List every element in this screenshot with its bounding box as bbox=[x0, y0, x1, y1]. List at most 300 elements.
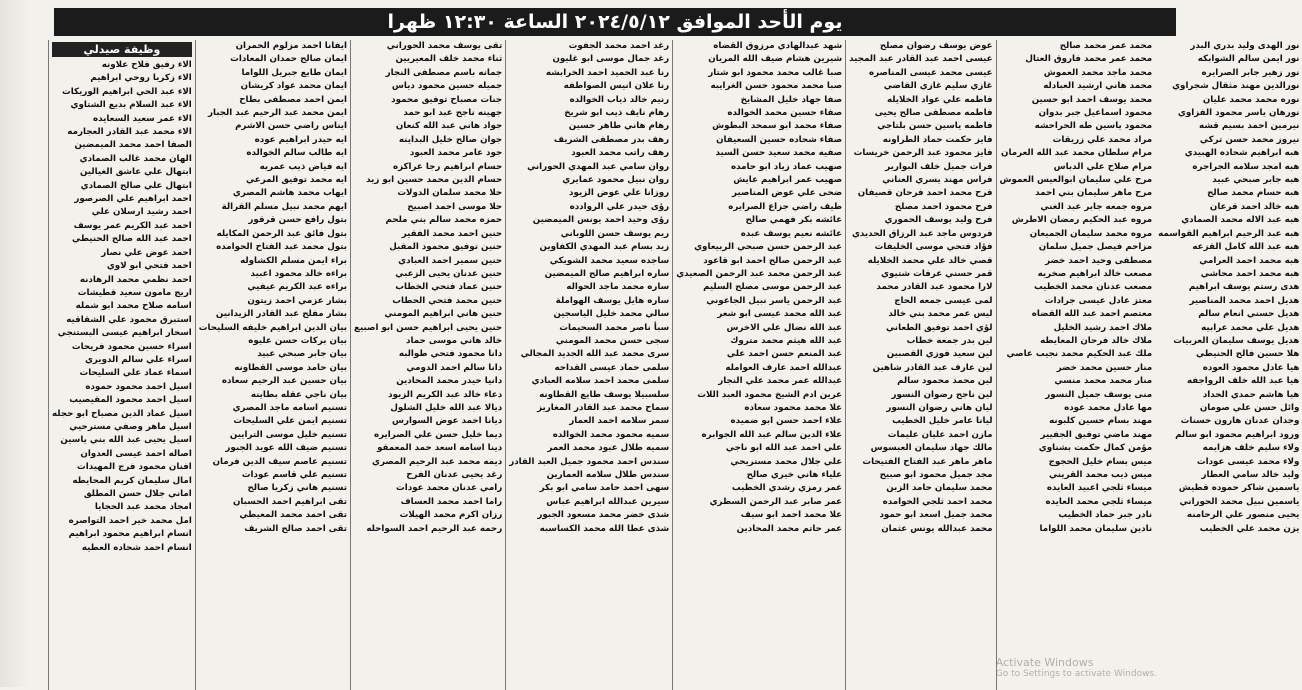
list-item: هبه عبد الاله محمد الصمادي bbox=[1181, 215, 1300, 226]
list-item: ساره هايل يوسف الهواملة bbox=[555, 295, 670, 306]
list-item: لمى عيسى جمعه الحاج bbox=[894, 295, 993, 306]
list-item: تسنيم هاني زكريا صالح bbox=[247, 483, 348, 494]
list-item: ايمن محمد عبد الرحيم عبد الجبار bbox=[207, 108, 348, 119]
list-item: هيا عبد الله خلف الرواجفه bbox=[1186, 376, 1300, 387]
list-item: ساره محمد ماجد الحواله bbox=[566, 282, 670, 293]
list-item: ورود ابراهيم محمود ابو سالم bbox=[1175, 429, 1300, 440]
list-item: منار محمد محمد منسي bbox=[1054, 376, 1153, 387]
list-item: اسيل ماهر وصفي مسترحيي bbox=[69, 421, 192, 432]
list-item: طيف راضي جزاع الصرايره bbox=[728, 201, 843, 212]
list-item: سالي محمد خليل الياسجين bbox=[553, 309, 670, 320]
list-item: ايه فياض ذيب عمريه bbox=[259, 161, 348, 172]
list-item: عمر صابر عبد الرحمن السطري bbox=[709, 496, 843, 507]
list-item: فؤاد فتحي موسى الخليفات bbox=[874, 242, 993, 253]
list-item: صفاء شحاده حسين السعيفان bbox=[716, 134, 843, 145]
list-item: اسامه صلاح محمد ابو شمله bbox=[75, 301, 192, 312]
list-item: مروه جمعه جابر عبد الغني bbox=[1040, 201, 1153, 212]
list-item: عيسى محمد عيسى المناصره bbox=[868, 67, 993, 78]
list-item: لؤي احمد توفيق الطعاني bbox=[886, 322, 993, 333]
list-item: ميس بسام خليل الحجوج bbox=[1048, 456, 1153, 467]
list-item: حنين عماد فتحي الخطاب bbox=[395, 282, 503, 293]
list-item: مرح ماهر سليمان بني احمد bbox=[1035, 188, 1153, 199]
list-item: ليس عمر محمد بني خالد bbox=[888, 309, 993, 320]
list-item: محمد عمر محمد صالح bbox=[1059, 41, 1153, 51]
list-item: ديانا احمد عوض السوارس bbox=[391, 416, 503, 427]
list-item: مزاحم فيصل جميل سلمان bbox=[1038, 242, 1153, 253]
list-item: محمد يوسف احمد ابو حسين bbox=[1031, 94, 1153, 105]
list-item: رغد احمد محمد الجفوت bbox=[568, 41, 670, 51]
name-column-6 bbox=[845, 40, 995, 690]
list-item: هبه خالد احمد قرعان bbox=[1209, 201, 1300, 212]
list-item: هبه محمد احمد العرامي bbox=[1199, 255, 1300, 266]
list-item: دانيا حيدر محمد المحادين bbox=[396, 376, 503, 387]
watermark-line2: Go to Settings to activate Windows. bbox=[995, 669, 1157, 679]
list-item: امال سليمان كريم المحايطه bbox=[72, 475, 192, 486]
list-item: علاء الدين سالم عبد الله الجوابره bbox=[701, 429, 843, 440]
list-item: حنين هاني ابراهيم المومني bbox=[384, 309, 503, 320]
column-header: وظيفة صيدلي bbox=[52, 42, 192, 57]
list-item: فرات جميل خلف البوارير bbox=[885, 161, 993, 172]
list-item: مرام سلطان محمد عبد الله العرمان bbox=[1001, 148, 1153, 159]
list-item: هلا حسين فالح الحنيطي bbox=[1195, 349, 1300, 360]
list-item: عائشه نعيم يوسف عبده bbox=[740, 228, 843, 239]
list-item: هيا عادل محمود العوده bbox=[1202, 362, 1300, 373]
list-item: فاطمه مصطفى صالح يحيى bbox=[874, 108, 993, 119]
list-item: رنيم خالد ذياب الخوالده bbox=[569, 94, 670, 105]
list-item: رامي عدنان محمد عودات bbox=[396, 483, 503, 494]
list-item: سجى حسن محمد المومني bbox=[555, 335, 670, 346]
list-item: تقى احمد صالح الشريف bbox=[244, 523, 348, 534]
list-item: ديمه محمد عبد الرحيم المصري bbox=[372, 456, 503, 467]
list-item: نورالدين مهند مثقال شجراوي bbox=[1172, 81, 1300, 92]
list-item: اسراء حسين محمود فريحات bbox=[71, 341, 192, 352]
list-item: هديل احمد محمد المناصير bbox=[1189, 295, 1300, 306]
watermark-line1: Activate Windows bbox=[995, 656, 1094, 669]
list-item: مؤمن كمال حكمت بشناوي bbox=[1038, 443, 1153, 454]
list-item: محمد عبدالله يونس عثمان bbox=[881, 523, 993, 534]
list-item: مهند بسام حسين كلبونه bbox=[1049, 416, 1153, 427]
list-item: ديالا عبد الله خليل الشلول bbox=[390, 402, 503, 413]
list-item: رهف بدر مصطفى الشريف bbox=[553, 134, 670, 145]
list-item: هبه امجد سلامه الجراجره bbox=[1192, 161, 1300, 172]
list-item: ياسمين نبيل محمد الحوراني bbox=[1179, 496, 1300, 507]
list-item: عبد الرحمن محمد عبد الرحمن الصعيدي bbox=[676, 268, 843, 279]
list-item: دانا سالم احمد الدومي bbox=[406, 362, 503, 373]
list-item: علا محمد احمد ابو سيف bbox=[740, 510, 843, 521]
list-item: سرى محمد عبد الله الجديد المجالي bbox=[520, 349, 670, 360]
activation-watermark bbox=[996, 656, 1157, 679]
name-column-8 bbox=[1155, 40, 1302, 690]
list-item: بيان الدين ابراهيم خليفه السليحات bbox=[198, 322, 348, 333]
list-item: فرح وليد يوسف الحموري bbox=[884, 215, 993, 226]
list-item: فراس مهند يسري العناني bbox=[882, 175, 993, 186]
list-item: شذى عطا الله محمد الكساسبه bbox=[539, 523, 670, 534]
list-item: حنين عدنان يحيى الزعبي bbox=[395, 268, 503, 279]
list-item: حلا محمد سلمان الدولات bbox=[397, 188, 503, 199]
list-item: ايفانا احمد مزلوم الحمران bbox=[235, 41, 348, 51]
list-item: هبه ابراهيم شحاده الهبيدي bbox=[1184, 148, 1300, 159]
list-item: ليانا عامر خليل الخطيب bbox=[892, 416, 993, 427]
list-item: فرح محمود احمد مصلح bbox=[894, 201, 993, 212]
list-item: ايه محمد توفيق المرعي bbox=[246, 175, 348, 186]
list-item: عبد المنعم حسن احمد علي bbox=[726, 349, 843, 360]
list-item: وجدان عدنان هارون حسنات bbox=[1180, 416, 1300, 427]
list-item: رنا علان انيس الصواطفه bbox=[563, 81, 670, 92]
list-item: عبد الله هيثم محمد متروك bbox=[730, 335, 843, 346]
list-item: حسام ابراهيم رجا عراكزه bbox=[392, 161, 503, 172]
list-item: مهند ماضي توفيق الجفيير bbox=[1040, 429, 1153, 440]
list-item: هيا هاشم حمدي الحداد bbox=[1202, 389, 1300, 400]
list-item: براءه خالد محمود اعبيد bbox=[250, 268, 348, 279]
list-item: يزن محمد علي الخطيب bbox=[1199, 523, 1300, 534]
list-item: علياء هاني خيري صالح bbox=[746, 470, 843, 480]
list-item: تسنيم ضيف الله عويد الجبور bbox=[225, 443, 348, 454]
list-item: ثناء محمد خلف المعيريين bbox=[395, 54, 503, 65]
list-item: امل محمد خير احمد التواصره bbox=[68, 515, 192, 526]
list-item: علي جلال محمد مستريحي bbox=[730, 456, 843, 467]
list-item: اسيل احمد محمود المقيصيب bbox=[69, 395, 192, 406]
list-item: سماح محمد عبد القادر المغاريز bbox=[537, 402, 670, 413]
list-item: احمد عوض علي نصار bbox=[101, 247, 192, 258]
list-item: عرين ادم الشيخ محمود العبد اللات bbox=[697, 389, 843, 400]
newspaper-page bbox=[14, 4, 1300, 687]
list-item: هبه جابر صبحي عبيد bbox=[1212, 175, 1300, 186]
list-item: ايمان محمد عواد كريشان bbox=[240, 81, 348, 92]
list-item: دانا محمود فتحي طوالبه bbox=[398, 349, 503, 360]
list-item: بيان جابر صبحي عبيد bbox=[257, 349, 348, 360]
list-item: سميه طلال عبود محمد العمر bbox=[547, 443, 670, 454]
list-item: محمد عمر محمد فاروق العتال bbox=[1025, 54, 1153, 65]
list-item: نور ايمن سالم الشوابكه bbox=[1197, 54, 1300, 65]
list-item: رؤى حيدر علي الروادده bbox=[569, 201, 670, 212]
list-item: اسراء علي سالم الدويري bbox=[84, 354, 192, 365]
list-item: اسماء عماد علي السليحات bbox=[79, 368, 192, 379]
list-item: احمد ابراهيم علي الصرصور bbox=[74, 194, 192, 205]
list-item: بشار عزمي احمد زيتون bbox=[247, 295, 348, 306]
list-item: لين سعيد فوزي القصبين bbox=[886, 349, 993, 360]
list-item: اسيل يحيى عبد الله بني ياسين bbox=[60, 435, 192, 446]
list-item: اصاله احمد عيسى العدوان bbox=[80, 448, 192, 459]
list-item: نادين سليمان محمد اللواما bbox=[1039, 523, 1153, 534]
list-item: قمر حسني عرفات شتيوي bbox=[881, 268, 993, 279]
list-item: صفا جهاد خليل المشايخ bbox=[740, 94, 843, 105]
list-item: محمد ماجد محمد العموش bbox=[1043, 67, 1153, 78]
list-item: نادر جبر حماد الخطيب bbox=[1058, 510, 1153, 521]
name-column-5 bbox=[672, 40, 845, 690]
list-item: عمر رمزي رشدي الخطيب bbox=[731, 483, 843, 494]
list-item: رهام نايف ذيب ابو شريخ bbox=[564, 108, 670, 119]
list-item: رهام هاني طاهر حسين bbox=[568, 121, 670, 132]
list-item: الاء عمر سعيد السعايده bbox=[93, 113, 192, 124]
list-item: عيسى احمد عبد القادر عبد المجيد bbox=[849, 54, 993, 65]
list-item: عبد الرحمن موسى مصلح السليم bbox=[703, 282, 843, 293]
list-item: ايمان طايع جبريل اللواما bbox=[241, 67, 348, 78]
page-title: يوم الأحد الموافق ٢٠٢٤/٥/١٢ الساعة ١٢:٣٠ ظهرا bbox=[54, 8, 1176, 36]
list-item: نورهان ياسر محمود الفزاوي bbox=[1177, 108, 1300, 119]
list-item: صفيه محمد سعيد حسن السيد bbox=[715, 148, 843, 159]
list-item: ملاك خالد فرحان المعايطه bbox=[1040, 335, 1153, 346]
list-item: لين ناجح رضوان النسور bbox=[891, 389, 993, 400]
list-item: ميساء ثلجي اعبيد العايده bbox=[1046, 483, 1153, 494]
name-column-2 bbox=[195, 40, 350, 690]
list-item: براءه عبد الكريم عيفيي bbox=[247, 282, 348, 293]
list-item: ابتهال علي صالح الصمادي bbox=[80, 180, 192, 191]
list-item: منار حسين محمد خضر bbox=[1056, 362, 1153, 373]
list-item: سبأ ناصر محمد السحيمات bbox=[559, 322, 670, 333]
list-item: جمانه باسم مصطفى النجار bbox=[385, 67, 503, 78]
list-item: ياسمين شاكر حموده قطيش bbox=[1178, 483, 1300, 494]
list-item: هديل علي محمد عرابيه bbox=[1201, 322, 1300, 333]
name-column-3 bbox=[350, 40, 505, 690]
list-item: هبه محمد احمد محاشي bbox=[1200, 268, 1300, 279]
list-item: معتز عادل عيسى جرادات bbox=[1044, 295, 1153, 306]
list-item: لين محمد محمود سالم bbox=[897, 376, 993, 387]
list-item: روان سامي عبد المهدي الحوراني bbox=[527, 161, 670, 172]
list-item: حنين احمد محمد الفقير bbox=[401, 228, 503, 239]
list-item: فرح محمد احمد فرحان قصيفان bbox=[857, 188, 993, 199]
list-item: الاء زكريا روحي ابراهيم bbox=[90, 73, 192, 84]
list-item: لين عارف عبد القادر شاهين bbox=[872, 362, 993, 373]
list-item: سلمى حماد عيسى القداحه bbox=[554, 362, 670, 373]
list-item: رنا عبد الحميد احمد الخرابشه bbox=[545, 67, 670, 78]
list-item: ماهر ماهر عبد الفتاح الفتيحات bbox=[862, 456, 993, 467]
list-item: اسيل احمد محمود حموده bbox=[85, 381, 192, 392]
name-column-4 bbox=[505, 40, 672, 690]
list-item: محمد هاني ارشيد العبادله bbox=[1043, 81, 1153, 92]
list-item: الهان محمد غالب الصمادي bbox=[79, 153, 192, 164]
list-item: وائل حسن علي صومان bbox=[1199, 402, 1300, 413]
list-item: ميس ذيب محمد القريني bbox=[1048, 470, 1153, 480]
list-item: صهيب عمر ابراهيم عايش bbox=[733, 175, 843, 186]
list-item: فاطمه ياسين حسن بلتاجي bbox=[877, 121, 993, 132]
list-item: بتول رافع حسن قرقور bbox=[248, 215, 348, 226]
list-item: خالد هاني موسى حماد bbox=[406, 335, 503, 346]
list-item: رغد جمال موسى ابو غليون bbox=[552, 54, 670, 65]
list-item: بيان حامد موسى القطاونه bbox=[234, 362, 348, 373]
list-item: مروه محمد سليمان الجميعان bbox=[1029, 228, 1153, 239]
list-item: ملك عبد الحكيم محمد نجيب عاصي bbox=[1006, 349, 1153, 360]
list-item: تقى احمد محمد المعيطي bbox=[239, 510, 348, 521]
list-item: رغد يحيى عدنان الفرح bbox=[406, 470, 503, 480]
list-item: ملاك احمد رشيد الخليل bbox=[1053, 322, 1153, 333]
list-item: صبا غالب محمد محمود ابو شتار bbox=[708, 67, 843, 78]
list-item: زيد بسام عبد المهدي الكفاوين bbox=[539, 242, 670, 253]
list-item: محمد جميل اسعد ابو حمود bbox=[879, 510, 993, 521]
list-item: صفاء محمد ابو سمحد البطوش bbox=[712, 121, 843, 132]
list-item: منى يوسف جميل النسور bbox=[1045, 389, 1153, 400]
list-item: فايز حكمت حماد الطراونه bbox=[882, 134, 993, 145]
list-item: حنين سمير احمد العبادي bbox=[398, 255, 503, 266]
list-item: الاء رفيق فلاح علاونه bbox=[101, 60, 192, 70]
list-item: محمد سليمان حامد الزبن bbox=[886, 483, 993, 494]
list-item: نيرمين احمد بسيم قشه bbox=[1199, 121, 1300, 132]
list-item: مازن احمد عليان عليمات bbox=[887, 429, 993, 440]
list-item: اسحار ابراهيم عيسى البستنجي bbox=[57, 328, 192, 339]
list-item: عبد الرحمن صالح احمد ابو قاعود bbox=[703, 255, 843, 266]
list-item: سندس احمد محمود جميل العبد القادر bbox=[509, 456, 670, 467]
list-item: ايهاب محمد هاشم المصري bbox=[232, 188, 348, 199]
list-item: اماني جلال حسن المطلق bbox=[83, 489, 192, 499]
list-item: رزان اكرم محمد الهيلات bbox=[399, 510, 503, 521]
list-item: مجد جميل محمود ابو صبيح bbox=[879, 470, 993, 480]
list-item: عبد الله نضال علي الاخرس bbox=[726, 322, 843, 333]
list-item: رهف راتب محمد العبود bbox=[571, 148, 670, 159]
list-item: نور زهير جابر الصرايره bbox=[1201, 67, 1300, 78]
list-item: مصعب خالد ابراهيم صخريه bbox=[1037, 268, 1153, 279]
list-item: عبد الرحمن ياسر نبيل الجاعوني bbox=[706, 295, 843, 306]
list-item: احمد فتحي ابو لاوي bbox=[106, 261, 192, 272]
list-item: تسنيم ايمن علي السليحات bbox=[233, 416, 348, 427]
list-item: مرام صلاح علي الدباس bbox=[1053, 161, 1153, 172]
list-item: احمد رشيد ارسلان علي bbox=[91, 207, 192, 218]
list-item: حمزه محمد سالم بني ملحم bbox=[385, 215, 503, 226]
list-item: هديل حسني انعام سالم bbox=[1198, 309, 1300, 320]
list-item: هبه عبد الله كامل القزعه bbox=[1192, 242, 1300, 253]
list-item: مالك جهاد سليمان العبسوس bbox=[870, 443, 993, 454]
list-item: شذى خضر محمد مسعود الجبور bbox=[537, 510, 670, 521]
list-item: الاء عبد السلام بديع الشتاوي bbox=[70, 100, 192, 111]
list-item: بتول محمد عبد الفتاح الحوامده bbox=[216, 242, 348, 253]
list-item: سلسبيلا يوسف طايع القطاونه bbox=[539, 389, 670, 400]
list-item: ابتهال علي عاشق الغيالين bbox=[79, 167, 192, 178]
list-item: مرح علي سليمان ابوالعيس العموش bbox=[999, 175, 1153, 186]
list-item: ريم يوسف حسن اللوباني bbox=[560, 228, 670, 239]
list-item: نور الهدى وليد بدري البدر bbox=[1190, 41, 1300, 51]
list-item: حسام الدين محمد حسين ابو زيد bbox=[366, 175, 503, 186]
list-item: صفاء حسين محمد الخوالده bbox=[727, 108, 843, 119]
list-item: عبدالله عمر محمد علي النجار bbox=[718, 376, 843, 387]
list-item: ساره ابراهيم صالح الميمضين bbox=[544, 268, 670, 279]
list-item: علي احمد عبد الله ابو ناجي bbox=[725, 443, 843, 454]
list-item: انسام ابراهيم محمود ابراهيم bbox=[68, 529, 192, 540]
list-item: عبدالله احمد عارف العوامله bbox=[725, 362, 843, 373]
list-item: الصفا احمد محمد الميمضين bbox=[74, 140, 192, 151]
list-item: ليان هاني رضوان النسور bbox=[886, 402, 993, 413]
list-item: رحمه عبد الرحيم احمد السواحله bbox=[366, 523, 503, 534]
list-item: سمر سلامه احمد العمار bbox=[569, 416, 670, 427]
list-item: سيرين عبدالله ابراهيم عباس bbox=[546, 496, 670, 507]
list-item: شهد عبدالهادي مرزوق القضاه bbox=[713, 41, 843, 51]
list-item: جواد هاني عبد الله كنعان bbox=[395, 121, 503, 132]
list-item: دينا اسامه اسعد حمد المعمقو bbox=[377, 443, 503, 454]
list-item: انسام احمد شحاده العطيه bbox=[81, 542, 192, 553]
list-item: سلمى محمد احمد سلامه العبادي bbox=[531, 376, 670, 387]
list-item: نوره محمد محمد عليان bbox=[1202, 94, 1300, 105]
list-item: عبد الرحمن حسن صبحي الربيعاوي bbox=[694, 242, 843, 253]
list-item: تسنيم خليل موسى الترايين bbox=[229, 429, 348, 440]
list-item: راما احمد محمد العساف bbox=[400, 496, 503, 507]
list-item: دعاء خالد عبد الكريم الزيود bbox=[388, 389, 503, 400]
list-item: مصعب عدنان محمد الخطيب bbox=[1033, 282, 1153, 293]
list-item: افنان محمود فرج المهيدات bbox=[77, 462, 192, 473]
list-item: جميله حسين محمود دياس bbox=[391, 81, 503, 92]
list-item: تقى ابراهيم احمد الحسبان bbox=[233, 496, 348, 507]
list-item: امجاد محمد عبد الحجايا bbox=[94, 502, 192, 513]
list-item: محمود اسماعيل جبر بدوان bbox=[1038, 108, 1153, 119]
list-item: روان نبيل محمود عمايري bbox=[562, 175, 670, 186]
list-item: الاء محمد عبد القادر العجارمه bbox=[67, 127, 192, 138]
list-item: جنات مصباح توفيق محمود bbox=[391, 94, 503, 105]
name-column-1 bbox=[48, 40, 195, 690]
list-item: نيروز محمد حسن تركي bbox=[1199, 134, 1300, 145]
list-item: جهينه ناجح عبد ابو حمد bbox=[403, 108, 503, 119]
list-item: احمد عبد الكريم عمر يوسف bbox=[73, 220, 192, 231]
list-item: تقى يوسف محمد الحوراني bbox=[386, 41, 503, 51]
list-item: رؤى وحيد احمد يونس الميمضين bbox=[532, 215, 670, 226]
list-item: عبد الله محمد عيسى ابو شعر bbox=[717, 309, 843, 320]
list-item: مها عادل محمد عوده bbox=[1064, 402, 1153, 413]
list-item: فردوس ماجد عبد الرزاق الحديدي bbox=[851, 228, 993, 239]
list-item: عائشه بكر فهمي صالح bbox=[745, 215, 843, 226]
list-item: محمد احمد ثلجي الحوامده bbox=[882, 496, 993, 507]
list-item: شيرين هشام ضيف الله المريان bbox=[708, 54, 843, 65]
list-item: هديل يوسف سليمان العربيات bbox=[1173, 335, 1300, 346]
list-item: الاء عبد الحي ابراهيم الوريكات bbox=[62, 86, 192, 97]
list-item: لارا محمود عبد القادر محمد bbox=[876, 282, 993, 293]
list-item: بشار مفلح عبد القادر الزيدانين bbox=[215, 309, 348, 320]
list-item: ايمان صالح حمدان المعادات bbox=[230, 54, 348, 65]
list-item: ايه حيدر ابراهيم عوده bbox=[254, 134, 348, 145]
list-item: حنين توفيق محمود المقبل bbox=[389, 242, 503, 253]
name-columns bbox=[48, 40, 1300, 690]
name-column-7 bbox=[996, 40, 1156, 690]
list-item: جوان صالح خليل البداينه bbox=[398, 134, 503, 145]
list-item: حلا موسى احمد اصبيح bbox=[407, 201, 503, 212]
list-item: ولاء محمد عيسى عودات bbox=[1196, 456, 1300, 467]
list-item: بيان حسين عبد الرحيم سعاده bbox=[221, 376, 348, 387]
list-item: تسنيم اسامه ماجد المصري bbox=[232, 402, 348, 413]
list-item: تسنيم عاصم سيف الدين فرمان bbox=[212, 456, 348, 467]
list-item: حنين محمد فتحي الحطاب bbox=[392, 295, 503, 306]
list-item: مراد محمد علي زريقات bbox=[1052, 134, 1153, 145]
list-item: معتصم احمد عبد الله القضاه bbox=[1031, 309, 1153, 320]
list-item: ايمن احمد مصطفى بطاح bbox=[239, 94, 348, 105]
list-item: احمد عبد الله صالح الحنيطي bbox=[72, 234, 192, 245]
list-item: هدى رستم يوسف ابراهيم bbox=[1188, 282, 1300, 293]
list-item: ايهم محمد نبيل مسلم القرالة bbox=[221, 201, 348, 212]
list-item: تسنيم علي قاسم عودات bbox=[241, 470, 348, 480]
list-item: سندس طلال سلامه العمارين bbox=[546, 470, 670, 480]
list-item: اريج مامون سعيد قطيشات bbox=[77, 287, 192, 298]
list-item: مروه عبد الحكيم رمضان الاطرش bbox=[1011, 215, 1153, 226]
list-item: مصطفى وحيد احمد خضر bbox=[1045, 255, 1153, 266]
list-item: هبه حسام محمد صالح bbox=[1207, 188, 1300, 199]
list-item: علا محمد محمود سعاده bbox=[744, 402, 843, 413]
list-item: بيان بركات حسن عليوه bbox=[248, 335, 348, 346]
list-item: فاطمه علي عواد الخلايله bbox=[886, 94, 993, 105]
list-item: سميه محمود محمد الخوالده bbox=[552, 429, 670, 440]
list-item: لين بدر جمعه خطاب bbox=[906, 335, 993, 346]
list-item: وليد خالد سامي العطار bbox=[1201, 470, 1300, 480]
list-item: اسيل عماد الدين مصباح ابو حجله bbox=[52, 408, 192, 419]
list-item: سهى احمد حامد سامي ابو بكر bbox=[539, 483, 670, 494]
list-item: محمود ياسين طه الحراحشه bbox=[1034, 121, 1153, 132]
list-item: غازي سليم غازي القاضي bbox=[883, 81, 993, 92]
list-item: حنين يحيى ابراهيم حسن ابو اصبيع bbox=[354, 322, 503, 333]
list-item: استبرق محمود علي الشقاقيه bbox=[66, 314, 192, 325]
list-item: ولاء سليم خلف هزايمه bbox=[1202, 443, 1300, 454]
list-item: ايه طالب سالم الخوالده bbox=[246, 148, 348, 159]
list-item: جود عامر محمد العبود bbox=[409, 148, 503, 159]
list-item: عوض يوسف رضوان مصلح bbox=[879, 41, 993, 51]
list-item: علاء احمد حسن ابو ضميده bbox=[730, 416, 843, 427]
list-item: صهيب عماد زياد ابو حامده bbox=[730, 161, 843, 172]
list-item: احمد نظمي محمد الرهادنه bbox=[79, 274, 192, 285]
list-item: بتول فائق عبد الرحمن المكايله bbox=[216, 228, 348, 239]
list-item: هبه عبد الرحيم ابراهيم القواسمه bbox=[1158, 228, 1300, 239]
list-item: يحيى منصور علي الرحامنه bbox=[1186, 510, 1300, 521]
list-item: براء ايمن مسلم الكشاوله bbox=[240, 255, 348, 266]
